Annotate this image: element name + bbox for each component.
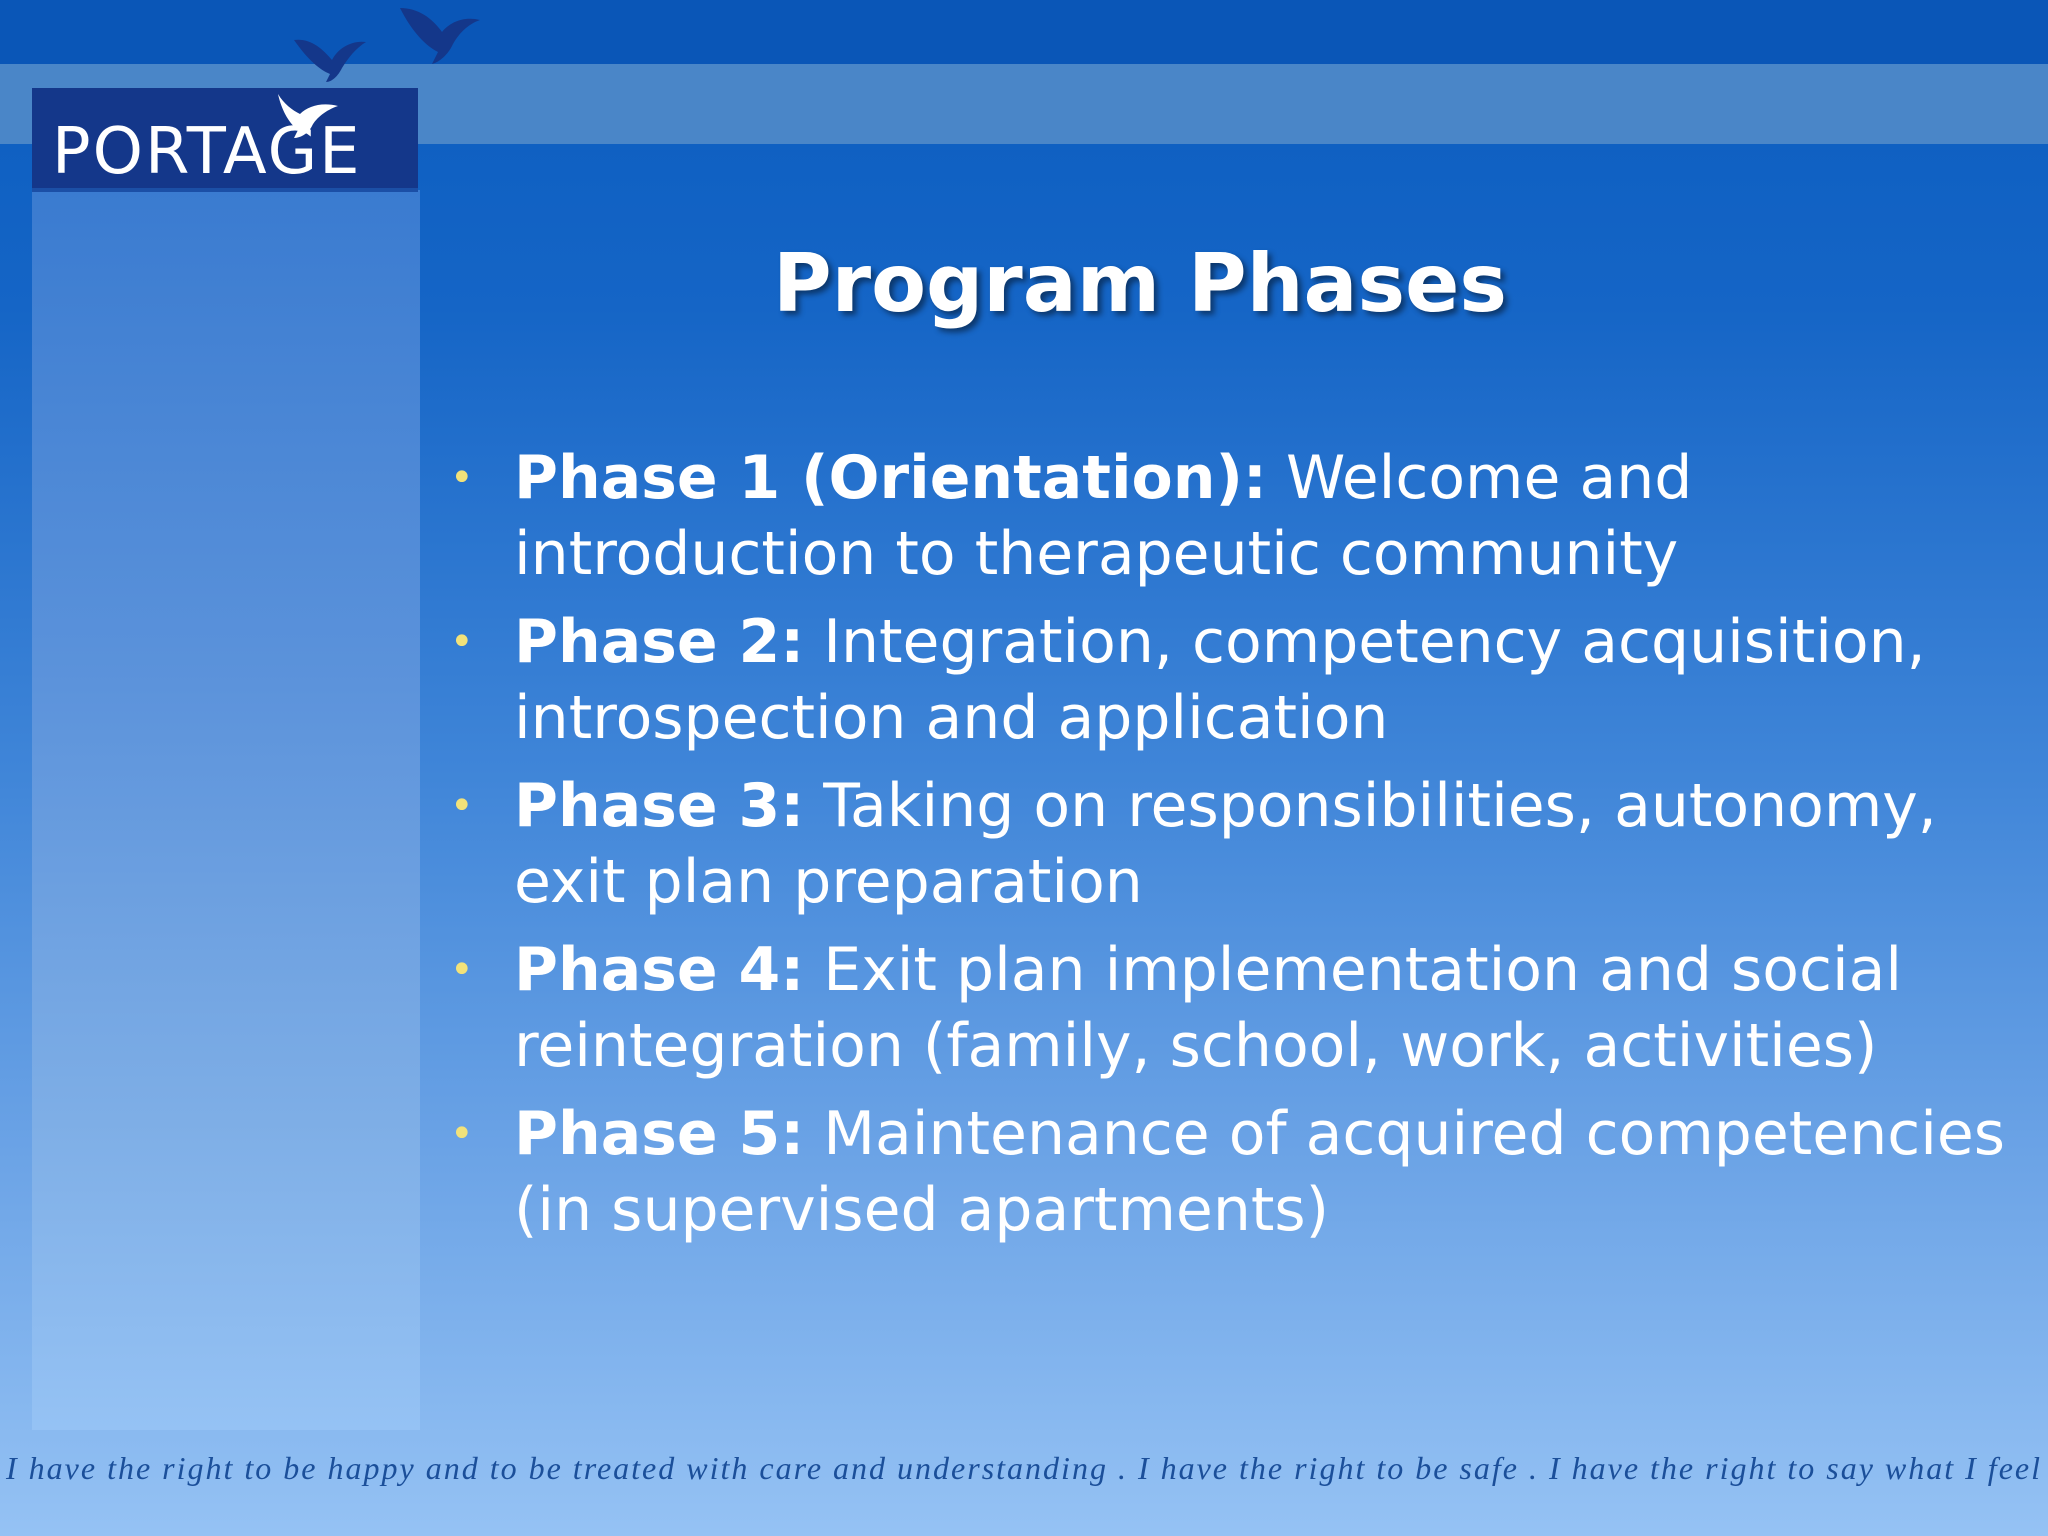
dove-icon <box>398 2 482 66</box>
phase-label: Phase 1 (Orientation): <box>514 443 1267 513</box>
bullet-icon: • <box>450 619 474 665</box>
bullet-icon: • <box>450 783 474 829</box>
list-item <box>450 932 2010 1084</box>
list-item <box>450 604 2010 756</box>
phase-description: Welcome and introduction to therapeutic community <box>514 443 1693 589</box>
phase-description: Taking on responsibilities, autonomy, exit plan preparation <box>514 771 1937 917</box>
logo <box>32 88 418 192</box>
phase-description: Exit plan implementation and social reintegration (family, school, work, activities) <box>514 935 1903 1081</box>
phase-description: Integration, competency acquisition, introspection and application <box>514 607 1926 753</box>
footer-motto: I have the right to be happy and to be treated with care and understanding . I have the right to be safe . I have the right to say what I feel <box>6 1450 2042 1486</box>
list-item <box>450 1096 2010 1248</box>
phase-label: Phase 5: <box>514 1099 805 1169</box>
bullet-icon: • <box>450 1111 474 1157</box>
dove-icon <box>292 30 372 86</box>
list-item <box>450 768 2010 920</box>
phase-description: Maintenance of acquired competencies (in supervised apartments) <box>514 1099 2006 1245</box>
phase-list <box>450 440 2010 1260</box>
phase-label: Phase 3: <box>514 771 805 841</box>
page-title: Program Phases <box>772 237 1508 330</box>
list-item <box>450 440 2010 592</box>
bullet-icon: • <box>450 455 474 501</box>
logo-text: PORTAGE <box>52 115 362 189</box>
phase-label: Phase 4: <box>514 935 805 1005</box>
phase-label: Phase 2: <box>514 607 805 677</box>
left-panel <box>32 190 420 1430</box>
bullet-icon: • <box>450 947 474 993</box>
